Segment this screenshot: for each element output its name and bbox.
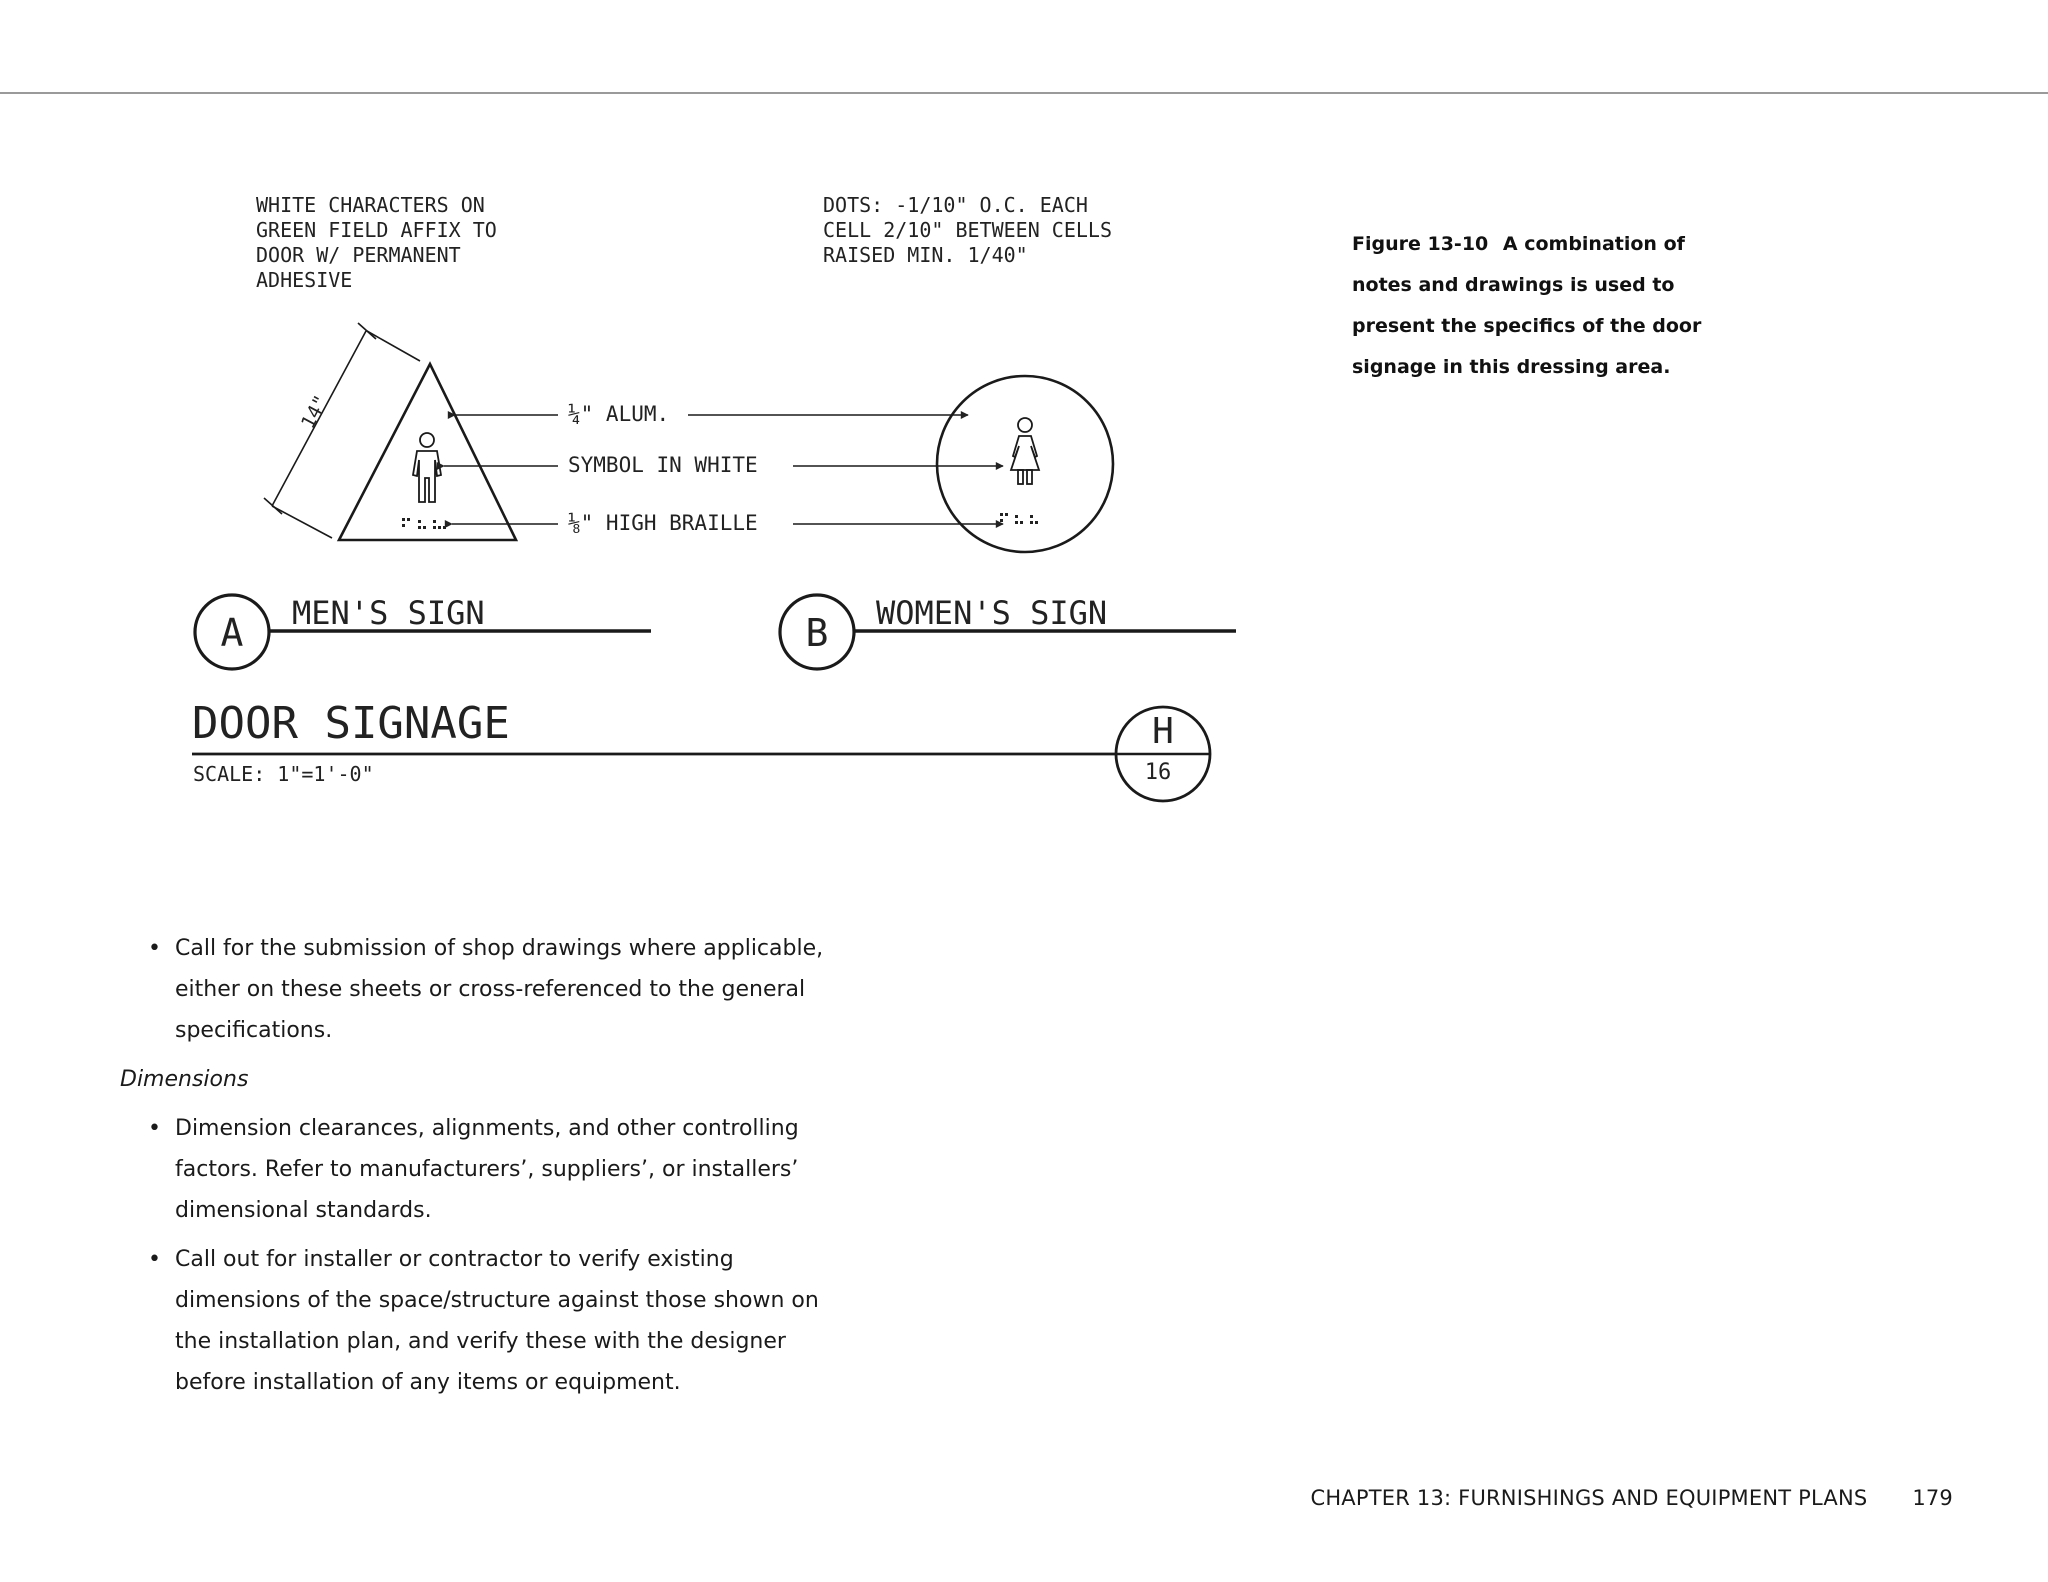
chapter-title: CHAPTER 13: FURNISHINGS AND EQUIPMENT PLANS <box>1310 1486 1868 1510</box>
note-left-line: ADHESIVE <box>256 268 353 292</box>
page-number: 179 <box>1912 1486 1953 1510</box>
bullet-icon: • <box>148 1116 161 1141</box>
drawing-canvas <box>0 0 1300 830</box>
figure-number: Figure 13-10 <box>1352 233 1489 255</box>
list-item-text: Dimension clearances, alignments, and other controlling factors. Refer to manufacturers’, suppliers’, or installers’ dimensional standards. <box>175 1116 799 1223</box>
note-right-line: RAISED MIN. 1/40" <box>823 243 1028 267</box>
list-item <box>118 1108 838 1231</box>
note-left-line: WHITE CHARACTERS ON <box>256 193 485 217</box>
callout-symbol: SYMBOL IN WHITE <box>568 453 758 477</box>
list-item <box>118 1239 838 1403</box>
list-item <box>118 928 838 1051</box>
detail-b-title: WOMEN'S SIGN <box>876 594 1108 632</box>
detail-a-tag: A <box>220 611 244 655</box>
sheet-tag-letter: H <box>1152 711 1174 752</box>
bullet-icon: • <box>148 1247 161 1272</box>
list-item-text: Call for the submission of shop drawings where applicable, either on these sheets or cross-referenced to the general specifications. <box>175 936 824 1043</box>
drawing-title-block <box>192 698 1210 801</box>
bullet-icon: • <box>148 936 161 961</box>
note-right-line: CELL 2/10" BETWEEN CELLS <box>823 218 1112 242</box>
braille-dots-right <box>1000 513 1038 524</box>
detail-a <box>195 594 651 669</box>
womens-sign-circle <box>937 376 1113 552</box>
figure-caption-text: A combination of notes and drawings is used to present the specifics of the door signage in this dressing area. <box>1352 233 1702 378</box>
note-left <box>256 193 497 292</box>
note-left-line: DOOR W/ PERMANENT <box>256 243 461 267</box>
dimension-label: 14" <box>296 391 333 433</box>
running-footer <box>1310 1486 1953 1510</box>
detail-b <box>780 594 1236 669</box>
detail-a-title: MEN'S SIGN <box>292 594 485 632</box>
figure-caption <box>1352 224 1742 388</box>
male-figure-icon <box>413 433 441 502</box>
sheet-tag-number: 16 <box>1144 760 1172 785</box>
drawing-main-title: DOOR SIGNAGE <box>192 698 510 749</box>
drawing-scale: SCALE: 1"=1'-0" <box>193 762 374 786</box>
callout-alum: ¼" ALUM. <box>568 402 670 426</box>
note-right-line: DOTS: -1/10" O.C. EACH <box>823 193 1088 217</box>
section-subheading: Dimensions <box>120 1067 249 1092</box>
note-right <box>823 193 1112 267</box>
callout-braille: ⅛" HIGH BRAILLE <box>568 511 758 535</box>
note-left-line: GREEN FIELD AFFIX TO <box>256 218 497 242</box>
body-text <box>118 928 838 1411</box>
braille-dots-left <box>402 518 446 529</box>
door-signage-drawing <box>0 0 1300 830</box>
list-item-text: Call out for installer or contractor to verify existing dimensions of the space/structure against those shown on the installation plan, and verify these with the designer before installation of any items or equipment. <box>175 1247 819 1395</box>
female-figure-icon <box>1011 418 1039 484</box>
mens-sign-triangle <box>339 364 516 540</box>
detail-b-tag: B <box>805 611 829 655</box>
